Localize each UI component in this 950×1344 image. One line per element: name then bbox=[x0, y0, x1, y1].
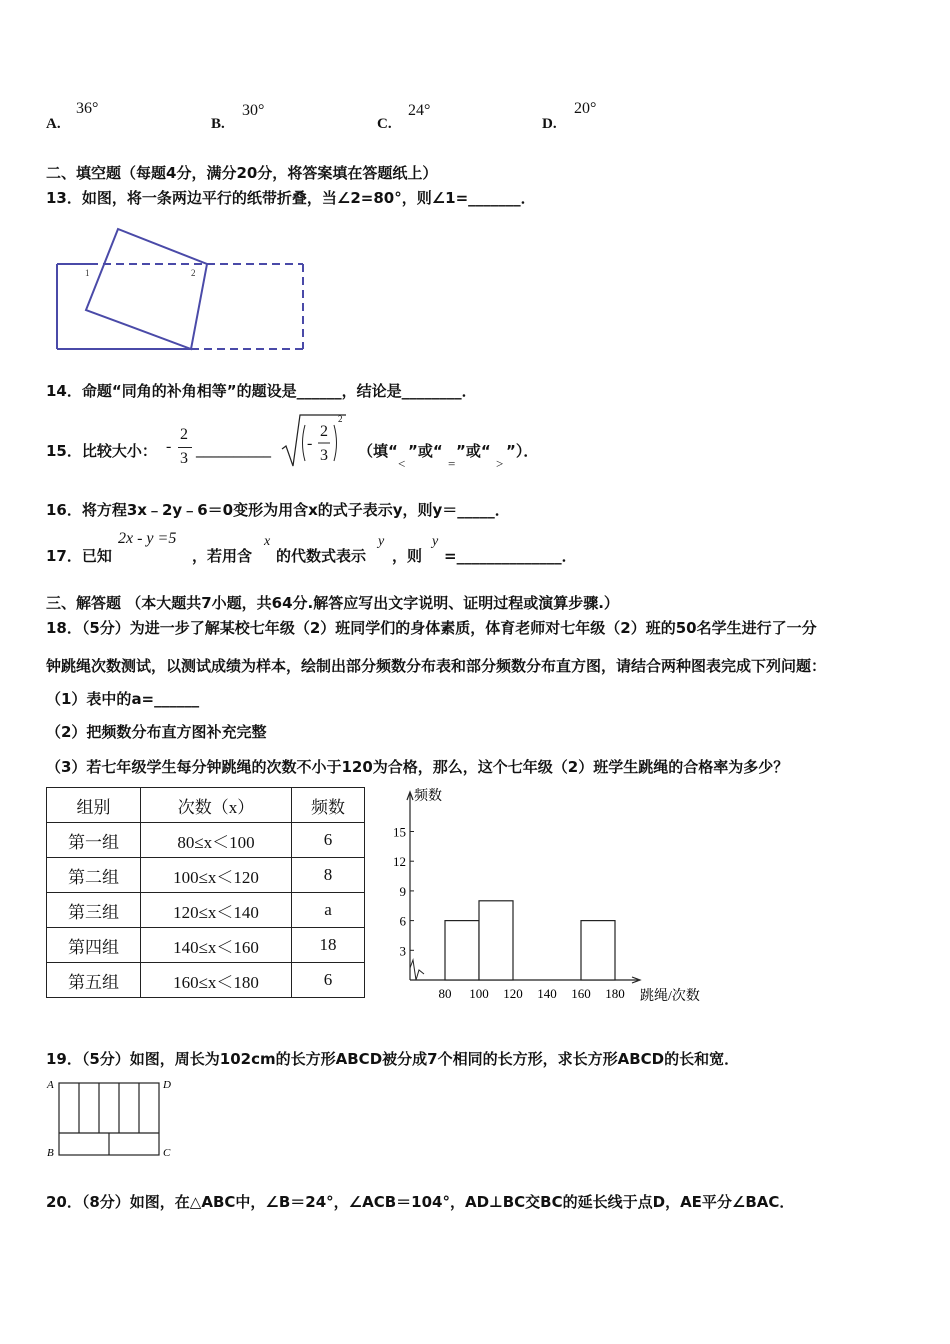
q15-den: 3 bbox=[180, 450, 188, 467]
q15-blank: __________ bbox=[196, 440, 271, 458]
x-axis-label: 跳绳/次数 bbox=[640, 989, 700, 1004]
y-tick-label: 9 bbox=[399, 883, 406, 899]
q17-label: 17．已知 bbox=[46, 547, 112, 565]
q15-exponent: 2 bbox=[338, 414, 343, 424]
option-d-letter: D. bbox=[542, 116, 557, 132]
x-tick-label: 120 bbox=[503, 986, 523, 1001]
q15-num: 2 bbox=[180, 426, 188, 443]
q15-fill-close: ”）． bbox=[506, 442, 539, 460]
x-tick-label: 140 bbox=[537, 986, 557, 1001]
question-18-sub1: （1）表中的a=______ bbox=[46, 690, 200, 708]
table-cell: 120≤x＜140 bbox=[141, 893, 292, 928]
q17-equation: 2x - y =5 bbox=[118, 530, 177, 547]
question-18-sub3: （3）若七年级学生每分钟跳绳的次数不小于120为合格，那么，这个七年级（2）班学生跳绳的合格率为多少？ bbox=[46, 758, 789, 776]
q15-fraction-bar bbox=[178, 447, 192, 448]
q15-rad-minus: - bbox=[307, 435, 313, 452]
q15-fill-open: （填“ bbox=[358, 442, 398, 460]
q17-x: x bbox=[264, 534, 271, 549]
folded-strip-figure bbox=[50, 224, 312, 354]
q15-symbol-lt: < bbox=[398, 456, 406, 471]
q17-y2: y bbox=[432, 534, 439, 549]
vertex-c-label: C bbox=[163, 1147, 171, 1159]
y-tick-label: 12 bbox=[393, 854, 406, 870]
q15-rad-den: 3 bbox=[320, 447, 328, 464]
angle-1-label: 1 bbox=[85, 268, 90, 278]
table-cell: 160≤x＜180 bbox=[141, 963, 292, 998]
y-axis-label: 频数 bbox=[414, 789, 442, 804]
table-header-cell: 组别 bbox=[47, 788, 141, 823]
q17-mid: ，若用含 bbox=[192, 547, 253, 565]
x-tick-label: 160 bbox=[571, 986, 591, 1001]
table-cell: 第三组 bbox=[47, 893, 141, 928]
question-18-line1: 18．（5分）为进一步了解某校七年级（2）班同学们的身体素质，体育老师对七年级（2）班的50名学生进行了一分 bbox=[46, 619, 817, 637]
y-tick-label: 15 bbox=[393, 824, 406, 840]
section3-title: 三、解答题 （本大题共7小题，共64分.解答应写出文字说明、证明过程或演算步骤.） bbox=[46, 594, 619, 612]
table-cell: 第二组 bbox=[47, 858, 141, 893]
table-cell: 第四组 bbox=[47, 928, 141, 963]
vertex-d-label: D bbox=[163, 1079, 171, 1091]
folded-flap bbox=[86, 229, 207, 349]
table-cell: 第一组 bbox=[47, 823, 141, 858]
section2-title: 二、填空题（每题4分，满分20分，将答案填在答题纸上） bbox=[46, 164, 438, 182]
option-a-letter: A. bbox=[46, 116, 61, 132]
x-tick-label: 180 bbox=[605, 986, 625, 1001]
q17-tail: =______________． bbox=[444, 547, 577, 565]
table-cell: 8 bbox=[292, 858, 365, 893]
table-cell: 100≤x＜120 bbox=[141, 858, 292, 893]
option-d-value: 20° bbox=[574, 100, 597, 117]
table-cell: 80≤x＜100 bbox=[141, 823, 292, 858]
angle-2-label: 2 bbox=[191, 268, 196, 278]
question-18-sub2: （2）把频数分布直方图补充完整 bbox=[46, 723, 267, 741]
option-a-value: 36° bbox=[76, 100, 99, 117]
vertex-b-label: B bbox=[47, 1147, 54, 1159]
question-16: 16．将方程3x﹣2y﹣6＝0变形为用含x的式子表示y，则y＝_____． bbox=[46, 501, 510, 519]
question-13: 13．如图，将一条两边平行的纸带折叠，当∠2=80°，则∠1=_______． bbox=[46, 189, 536, 207]
option-b-value: 30° bbox=[242, 102, 265, 119]
table-header-row bbox=[47, 788, 365, 823]
axis-break-zigzag bbox=[410, 960, 424, 980]
table-row bbox=[47, 858, 365, 893]
table-row bbox=[47, 928, 365, 963]
option-c-letter: C. bbox=[377, 116, 392, 132]
table-row bbox=[47, 963, 365, 998]
q15-minus: - bbox=[166, 438, 172, 455]
frequency-histogram bbox=[370, 782, 715, 1007]
q15-label: 15．比较大小： bbox=[46, 442, 157, 460]
y-tick-label: 6 bbox=[399, 913, 406, 929]
histogram-bar bbox=[445, 921, 479, 980]
q17-y: y bbox=[378, 534, 385, 549]
question-20: 20．（8分）如图，在△ABC中，∠B＝24°，∠ACB＝104°，AD⊥BC交BC的延长线于点D，AE平分∠BAC． bbox=[46, 1193, 795, 1211]
table-cell: 6 bbox=[292, 823, 365, 858]
question-19: 19．（5分）如图，周长为102cm的长方形ABCD被分成7个相同的长方形，求长方形ABCD的长和宽． bbox=[46, 1050, 740, 1068]
q17-mid3: ，则 bbox=[392, 547, 423, 565]
table-cell: a bbox=[292, 893, 365, 928]
option-c-value: 24° bbox=[408, 102, 431, 119]
q15-symbol-eq: = bbox=[448, 456, 456, 471]
q15-rad-num: 2 bbox=[320, 423, 328, 440]
q15-fill-mid2: ”或“ bbox=[456, 442, 491, 460]
table-row bbox=[47, 823, 365, 858]
table-cell: 18 bbox=[292, 928, 365, 963]
vertex-a-label: A bbox=[47, 1079, 54, 1091]
x-tick-label: 80 bbox=[438, 986, 452, 1001]
histogram-bar bbox=[479, 901, 513, 980]
q17-mid2: 的代数式表示 bbox=[276, 547, 367, 565]
table-cell: 第五组 bbox=[47, 963, 141, 998]
y-tick-label: 3 bbox=[399, 943, 406, 959]
table-cell: 140≤x＜160 bbox=[141, 928, 292, 963]
x-tick-label: 100 bbox=[469, 986, 489, 1001]
option-b-letter: B. bbox=[211, 116, 225, 132]
rectangle-abcd-figure bbox=[44, 1074, 184, 1164]
q15-fill-mid1: ”或“ bbox=[408, 442, 443, 460]
q15-symbol-gt: > bbox=[496, 456, 504, 471]
histogram-bar bbox=[581, 921, 615, 980]
question-14: 14．命题“同角的补角相等”的题设是______，结论是________． bbox=[46, 382, 477, 400]
table-header-cell: 次数（x） bbox=[141, 788, 292, 823]
frequency-table bbox=[46, 787, 365, 998]
table-row bbox=[47, 893, 365, 928]
table-cell: 6 bbox=[292, 963, 365, 998]
question-18-line2: 钟跳绳次数测试，以测试成绩为样本，绘制出部分频数分布表和部分频数分布直方图，请结合两种图表完成下列问题： bbox=[46, 657, 827, 675]
table-header-cell: 频数 bbox=[292, 788, 365, 823]
histogram-bars bbox=[445, 901, 615, 980]
